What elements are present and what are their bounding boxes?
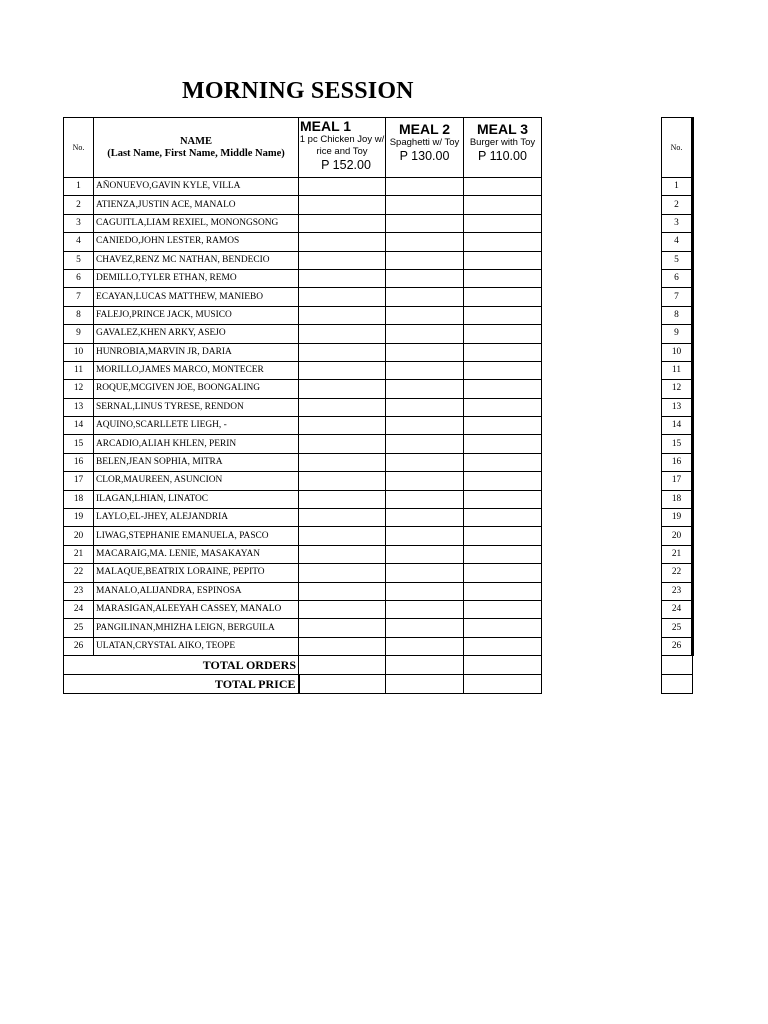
meal-2-order-cell[interactable] [386, 527, 464, 545]
meal-1-order-cell[interactable] [299, 398, 386, 416]
meal-1-order-cell[interactable] [299, 637, 386, 655]
meal-1-order-cell[interactable] [299, 233, 386, 251]
meal-2-order-cell[interactable] [386, 453, 464, 471]
table-row [662, 472, 693, 490]
row-number: 12 [662, 380, 693, 398]
meal-3-order-cell[interactable] [464, 288, 542, 306]
table-row [662, 380, 693, 398]
row-number: 3 [64, 214, 94, 232]
row-number: 7 [64, 288, 94, 306]
meal-1-order-cell[interactable] [299, 196, 386, 214]
meal-1-order-cell[interactable] [299, 306, 386, 324]
meal-3-order-cell[interactable] [464, 214, 542, 232]
name-column-header [94, 118, 299, 178]
student-name: CAGUITLA,LIAM REXIEL, MONONGSONG [94, 214, 299, 232]
row-number: 16 [64, 453, 94, 471]
meal-3-order-cell[interactable] [464, 325, 542, 343]
row-number: 18 [64, 490, 94, 508]
table-row [662, 306, 693, 324]
table-row [662, 178, 693, 196]
meal-3-order-cell[interactable] [464, 509, 542, 527]
row-number: 1 [662, 178, 693, 196]
page-title: MORNING SESSION [182, 78, 414, 104]
table-row [64, 527, 542, 545]
table-row [64, 619, 542, 637]
total-price-meal-1-cell[interactable] [299, 675, 386, 694]
table-row [662, 527, 693, 545]
meal-1-order-cell[interactable] [299, 545, 386, 563]
row-number: 10 [64, 343, 94, 361]
meal-1-title: MEAL 1 [300, 118, 352, 134]
student-name: LIWAG,STEPHANIE EMANUELA, PASCO [94, 527, 299, 545]
header-row [64, 118, 542, 178]
row-number: 21 [662, 545, 693, 563]
row-number: 13 [662, 398, 693, 416]
table-row [64, 509, 542, 527]
student-name: ROQUE,MCGIVEN JOE, BOONGALING [94, 380, 299, 398]
meal-2-order-cell[interactable] [386, 269, 464, 287]
meal-3-title: MEAL 3 [476, 121, 529, 137]
row-number: 25 [64, 619, 94, 637]
meal-3-order-cell[interactable] [464, 545, 542, 563]
no-column-header: No. [64, 118, 94, 178]
table-row [64, 435, 542, 453]
table-row [64, 343, 542, 361]
row-number: 18 [662, 490, 693, 508]
meal-3-order-cell[interactable] [464, 527, 542, 545]
meal-2-desc: Spaghetti w/ Toy [389, 137, 460, 148]
meal-2-order-cell[interactable] [386, 435, 464, 453]
table-row [662, 214, 693, 232]
table-row [64, 214, 542, 232]
meal-1-order-cell[interactable] [299, 380, 386, 398]
student-name: HUNROBIA,MARVIN JR, DARIA [94, 343, 299, 361]
meal-1-order-cell[interactable] [299, 582, 386, 600]
table-row [662, 233, 693, 251]
row-number: 13 [64, 398, 94, 416]
row-number: 5 [64, 251, 94, 269]
total-price-label: TOTAL PRICE [64, 675, 299, 694]
table-row [64, 417, 542, 435]
table-row [64, 325, 542, 343]
table-row [64, 564, 542, 582]
meal-1-order-cell[interactable] [299, 619, 386, 637]
table-row [662, 453, 693, 471]
table-row [64, 637, 542, 655]
name-header-subtitle: (Last Name, First Name, Middle Name) [107, 147, 285, 159]
meal-2-header [386, 118, 464, 178]
table-row [662, 490, 693, 508]
meal-1-order-cell[interactable] [299, 509, 386, 527]
meal-3-order-cell[interactable] [464, 306, 542, 324]
row-number: 20 [64, 527, 94, 545]
meal-1-order-cell[interactable] [299, 527, 386, 545]
meal-2-order-cell[interactable] [386, 582, 464, 600]
meal-1-order-cell[interactable] [299, 325, 386, 343]
meal-2-order-cell[interactable] [386, 417, 464, 435]
meal-3-order-cell[interactable] [464, 178, 542, 196]
meal-3-order-cell[interactable] [464, 600, 542, 618]
row-number: 5 [662, 251, 693, 269]
meal-2-order-cell[interactable] [386, 545, 464, 563]
table-row [64, 233, 542, 251]
table-row [64, 306, 542, 324]
second-total-price-cell[interactable] [662, 675, 693, 694]
meal-2-order-cell[interactable] [386, 619, 464, 637]
order-table [63, 117, 542, 694]
meal-3-order-cell[interactable] [464, 472, 542, 490]
row-number: 26 [662, 637, 693, 655]
table-row [64, 361, 542, 379]
table-row [662, 564, 693, 582]
meal-1-header [299, 118, 386, 178]
table-row [662, 196, 693, 214]
row-number: 4 [662, 233, 693, 251]
student-name: GAVALEZ,KHEN ARKY, ASEJO [94, 325, 299, 343]
second-no-column-header: No. [662, 118, 693, 178]
table-row [64, 545, 542, 563]
student-name: AQUINO,SCARLLETE LIEGH, - [94, 417, 299, 435]
table-row [662, 582, 693, 600]
second-total-orders-row [662, 656, 693, 675]
meal-1-order-cell[interactable] [299, 435, 386, 453]
table-row [64, 453, 542, 471]
total-price-meal-2-cell[interactable] [386, 675, 464, 694]
table-row [662, 509, 693, 527]
row-number: 12 [64, 380, 94, 398]
total-orders-meal-2-cell[interactable] [386, 656, 464, 675]
meal-2-order-cell[interactable] [386, 490, 464, 508]
meal-1-order-cell[interactable] [299, 490, 386, 508]
meal-3-order-cell[interactable] [464, 582, 542, 600]
row-number: 17 [64, 472, 94, 490]
row-number: 7 [662, 288, 693, 306]
table-row [64, 380, 542, 398]
student-name: MACARAIG,MA. LENIE, MASAKAYAN [94, 545, 299, 563]
table-row [662, 288, 693, 306]
student-name: CLOR,MAUREEN, ASUNCION [94, 472, 299, 490]
meal-2-order-cell[interactable] [386, 306, 464, 324]
total-price-meal-3-cell[interactable] [464, 675, 542, 694]
table-row [64, 490, 542, 508]
table-row [662, 637, 693, 655]
student-name: FALEJO,PRINCE JACK, MUSICO [94, 306, 299, 324]
table-row [64, 398, 542, 416]
student-name: CHAVEZ,RENZ MC NATHAN, BENDECIO [94, 251, 299, 269]
second-header-row [662, 118, 693, 178]
student-name: AÑONUEVO,GAVIN KYLE, VILLA [94, 178, 299, 196]
student-name: ILAGAN,LHIAN, LINATOC [94, 490, 299, 508]
meal-1-desc: 1 pc Chicken Joy w/ rice and Toy [299, 134, 385, 157]
meal-2-order-cell[interactable] [386, 196, 464, 214]
row-number: 14 [662, 417, 693, 435]
meal-1-order-cell[interactable] [299, 453, 386, 471]
table-row [64, 288, 542, 306]
meal-2-order-cell[interactable] [386, 600, 464, 618]
row-number: 11 [64, 361, 94, 379]
row-number: 16 [662, 453, 693, 471]
row-number: 6 [662, 269, 693, 287]
student-name: ARCADIO,ALIAH KHLEN, PERIN [94, 435, 299, 453]
meal-2-order-cell[interactable] [386, 288, 464, 306]
meal-3-order-cell[interactable] [464, 343, 542, 361]
meal-1-order-cell[interactable] [299, 600, 386, 618]
meal-1-order-cell[interactable] [299, 343, 386, 361]
table-row [64, 582, 542, 600]
table-row [662, 343, 693, 361]
table-row [64, 269, 542, 287]
total-orders-label: TOTAL ORDERS [64, 656, 299, 675]
row-number: 19 [662, 509, 693, 527]
student-name: MALAQUE,BEATRIX LORAINE, PEPITO [94, 564, 299, 582]
row-number: 8 [64, 306, 94, 324]
total-orders-meal-3-cell[interactable] [464, 656, 542, 675]
row-number: 22 [662, 564, 693, 582]
row-number: 15 [64, 435, 94, 453]
row-number: 25 [662, 619, 693, 637]
meal-3-order-cell[interactable] [464, 251, 542, 269]
row-number: 24 [662, 600, 693, 618]
student-name: BELEN,JEAN SOPHIA, MITRA [94, 453, 299, 471]
row-number: 23 [662, 582, 693, 600]
table-row [662, 545, 693, 563]
meal-2-order-cell[interactable] [386, 398, 464, 416]
meal-3-order-cell[interactable] [464, 453, 542, 471]
row-number: 2 [64, 196, 94, 214]
total-price-row [64, 675, 542, 694]
meal-3-order-cell[interactable] [464, 196, 542, 214]
table-row [662, 417, 693, 435]
table-row [64, 178, 542, 196]
student-name: ULATAN,CRYSTAL AIKO, TEOPE [94, 637, 299, 655]
table-row [64, 196, 542, 214]
meal-1-price: P 152.00 [321, 158, 371, 172]
table-row [662, 398, 693, 416]
meal-2-order-cell[interactable] [386, 564, 464, 582]
row-number: 26 [64, 637, 94, 655]
row-number: 10 [662, 343, 693, 361]
meal-3-desc: Burger with Toy [469, 137, 536, 148]
table-row [662, 269, 693, 287]
row-number: 22 [64, 564, 94, 582]
row-number: 2 [662, 196, 693, 214]
meal-2-order-cell[interactable] [386, 637, 464, 655]
student-name: PANGILINAN,MHIZHA LEIGN, BERGUILA [94, 619, 299, 637]
second-student-rows [662, 178, 693, 656]
meal-3-header [464, 118, 542, 178]
row-number: 19 [64, 509, 94, 527]
meal-1-order-cell[interactable] [299, 178, 386, 196]
row-number: 11 [662, 361, 693, 379]
table-row [662, 325, 693, 343]
student-name: CANIEDO,JOHN LESTER, RAMOS [94, 233, 299, 251]
total-orders-row [64, 656, 542, 675]
second-order-table [661, 117, 694, 694]
meal-2-order-cell[interactable] [386, 509, 464, 527]
table-row [662, 619, 693, 637]
row-number: 9 [662, 325, 693, 343]
row-number: 6 [64, 269, 94, 287]
row-number: 24 [64, 600, 94, 618]
meal-3-order-cell[interactable] [464, 435, 542, 453]
student-name: MARASIGAN,ALEEYAH CASSEY, MANALO [94, 600, 299, 618]
meal-3-order-cell[interactable] [464, 637, 542, 655]
table-row [662, 361, 693, 379]
row-number: 23 [64, 582, 94, 600]
meal-3-order-cell[interactable] [464, 417, 542, 435]
meal-3-order-cell[interactable] [464, 233, 542, 251]
meal-3-order-cell[interactable] [464, 361, 542, 379]
second-total-price-row [662, 675, 693, 694]
meal-2-order-cell[interactable] [386, 343, 464, 361]
meal-1-order-cell[interactable] [299, 269, 386, 287]
meal-1-order-cell[interactable] [299, 251, 386, 269]
meal-3-order-cell[interactable] [464, 619, 542, 637]
row-number: 4 [64, 233, 94, 251]
name-header-title: NAME [179, 135, 213, 147]
meal-3-order-cell[interactable] [464, 490, 542, 508]
row-number: 8 [662, 306, 693, 324]
table-row [64, 251, 542, 269]
meal-2-order-cell[interactable] [386, 472, 464, 490]
meal-2-order-cell[interactable] [386, 361, 464, 379]
row-number: 9 [64, 325, 94, 343]
meal-2-title: MEAL 2 [398, 121, 451, 137]
total-orders-meal-1-cell[interactable] [299, 656, 386, 675]
table-row [662, 435, 693, 453]
student-name: ECAYAN,LUCAS MATTHEW, MANIEBO [94, 288, 299, 306]
row-number: 20 [662, 527, 693, 545]
meal-1-order-cell[interactable] [299, 417, 386, 435]
student-name: LAYLO,EL-JHEY, ALEJANDRIA [94, 509, 299, 527]
meal-3-order-cell[interactable] [464, 564, 542, 582]
meal-3-order-cell[interactable] [464, 398, 542, 416]
table-row [662, 600, 693, 618]
student-rows [64, 178, 542, 656]
meal-2-order-cell[interactable] [386, 233, 464, 251]
meal-3-order-cell[interactable] [464, 380, 542, 398]
meal-2-order-cell[interactable] [386, 325, 464, 343]
meal-2-price: P 130.00 [399, 149, 450, 163]
meal-1-order-cell[interactable] [299, 214, 386, 232]
table-row [64, 472, 542, 490]
meal-2-order-cell[interactable] [386, 178, 464, 196]
row-number: 17 [662, 472, 693, 490]
student-name: ATIENZA,JUSTIN ACE, MANALO [94, 196, 299, 214]
row-number: 14 [64, 417, 94, 435]
student-name: SERNAL,LINUS TYRESE, RENDON [94, 398, 299, 416]
student-name: MANALO,ALIJANDRA, ESPINOSA [94, 582, 299, 600]
table-row [64, 600, 542, 618]
row-number: 3 [662, 214, 693, 232]
meal-3-order-cell[interactable] [464, 269, 542, 287]
table-row [662, 251, 693, 269]
meal-3-price: P 110.00 [478, 149, 527, 163]
meal-1-order-cell[interactable] [299, 564, 386, 582]
second-total-orders-cell[interactable] [662, 656, 693, 675]
meal-2-order-cell[interactable] [386, 214, 464, 232]
row-number: 15 [662, 435, 693, 453]
meal-1-order-cell[interactable] [299, 361, 386, 379]
row-number: 21 [64, 545, 94, 563]
meal-2-order-cell[interactable] [386, 251, 464, 269]
student-name: MORILLO,JAMES MARCO, MONTECER [94, 361, 299, 379]
meal-2-order-cell[interactable] [386, 380, 464, 398]
meal-1-order-cell[interactable] [299, 288, 386, 306]
meal-1-order-cell[interactable] [299, 472, 386, 490]
student-name: DEMILLO,TYLER ETHAN, REMO [94, 269, 299, 287]
row-number: 1 [64, 178, 94, 196]
